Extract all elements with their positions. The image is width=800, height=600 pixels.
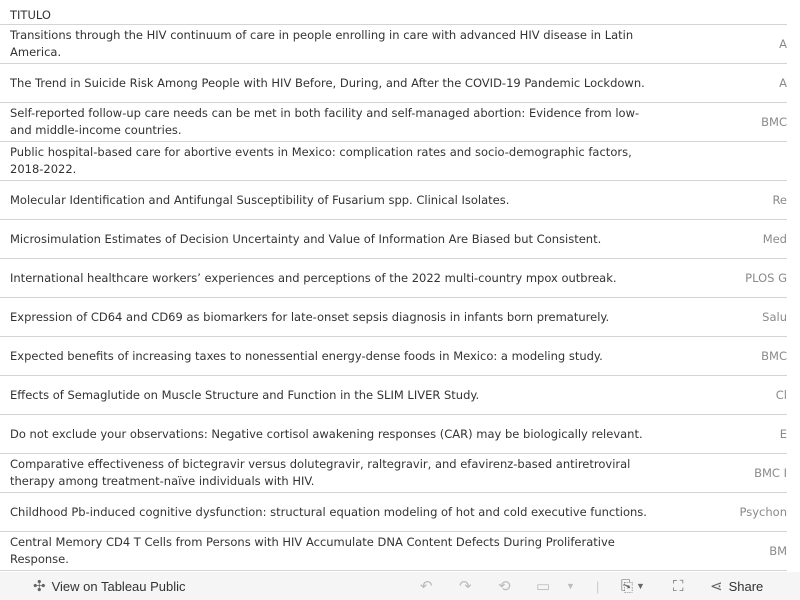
tableau-toolbar: [0, 572, 800, 600]
table-body: [0, 25, 787, 571]
revert-icon[interactable]: ⟲: [498, 578, 511, 595]
table-row[interactable]: [0, 415, 787, 454]
download-icon[interactable]: ⎘ ▼: [621, 577, 645, 595]
fullscreen-icon[interactable]: ⛶: [673, 577, 684, 595]
row-source: BMC I: [754, 466, 787, 480]
row-title: Childhood Pb-induced cognitive dysfunction: structural equation modeling of hot and cold executive functions.: [10, 504, 647, 519]
row-source: BMC: [761, 349, 787, 363]
row-source: Cl: [775, 388, 787, 402]
refresh-dropdown-icon[interactable]: ▼: [566, 581, 575, 591]
share-icon: ⋖: [710, 578, 723, 595]
row-source: Med: [762, 232, 787, 246]
tableau-logo-icon: ✣: [33, 578, 46, 595]
table-row[interactable]: [0, 103, 787, 142]
row-source: A: [779, 76, 787, 90]
share-label: Share: [728, 578, 764, 594]
table-row[interactable]: [0, 25, 787, 64]
table-row[interactable]: [0, 259, 787, 298]
redo-icon[interactable]: ↷: [459, 578, 472, 595]
row-title: Do not exclude your observations: Negative cortisol awakening responses (CAR) may be biologically relevant.: [10, 426, 643, 441]
row-source: Salu: [762, 310, 787, 324]
row-source: BMC: [761, 115, 787, 129]
row-title: Transitions through the HIV continuum of care in people enrolling in care with advanced HIV disease in Latin America.: [10, 28, 634, 59]
row-title: Central Memory CD4 T Cells from Persons with HIV Accumulate DNA Content Defects During Proliferative Response.: [10, 535, 615, 566]
table-row[interactable]: [0, 493, 787, 532]
row-title: International healthcare workers’ experiences and perceptions of the 2022 multi-country mpox outbreak.: [10, 270, 617, 285]
row-title: Microsimulation Estimates of Decision Uncertainty and Value of Information Are Biased but Consistent.: [10, 231, 602, 246]
row-source: PLOS G: [745, 271, 787, 285]
undo-icon[interactable]: ↶: [420, 578, 433, 595]
row-title: Self-reported follow-up care needs can be met in both facility and self-managed abortion: Evidence from low- and middle-income countries.: [10, 106, 640, 137]
table-row[interactable]: [0, 337, 787, 376]
table-row[interactable]: [0, 220, 787, 259]
table-row[interactable]: [0, 376, 787, 415]
row-title: Expression of CD64 and CD69 as biomarkers for late-onset sepsis diagnosis in infants born prematurely.: [10, 309, 610, 324]
row-source: A: [779, 37, 787, 51]
row-title: Public hospital-based care for abortive events in Mexico: complication rates and socio-demographic factors, 2018-2022.: [10, 145, 632, 176]
row-source: BM: [769, 544, 787, 558]
refresh-icon[interactable]: ▭: [536, 578, 551, 595]
toolbar-divider: |: [596, 578, 600, 594]
row-title: The Trend in Suicide Risk Among People with HIV Before, During, and After the COVID-19 Pandemic Lockdown.: [10, 75, 645, 90]
table-row[interactable]: [0, 181, 787, 220]
table-row[interactable]: [0, 298, 787, 337]
table-row[interactable]: [0, 64, 787, 103]
table-row[interactable]: [0, 454, 787, 493]
row-source: Re: [772, 193, 787, 207]
row-title: Effects of Semaglutide on Muscle Structure and Function in the SLIM LIVER Study.: [10, 387, 480, 402]
share-button[interactable]: [710, 572, 763, 600]
table-row[interactable]: [0, 142, 787, 181]
row-title: Expected benefits of increasing taxes to nonessential energy-dense foods in Mexico: a modeling study.: [10, 348, 603, 363]
table-row[interactable]: [0, 532, 787, 571]
column-header-titulo[interactable]: TITULO: [10, 8, 51, 22]
row-source: E: [779, 427, 787, 441]
view-on-tableau-button[interactable]: [33, 572, 186, 600]
row-title: Comparative effectiveness of bictegravir versus dolutegravir, raltegravir, and efavirenz-based antiretroviral therapy among treatment-naïve individuals with HIV.: [10, 457, 631, 488]
row-title: Molecular Identification and Antifungal Susceptibility of Fusarium spp. Clinical Isolates.: [10, 192, 510, 207]
view-on-tableau-label: View on Tableau Public: [51, 578, 186, 594]
row-source: Psychon: [739, 505, 787, 519]
